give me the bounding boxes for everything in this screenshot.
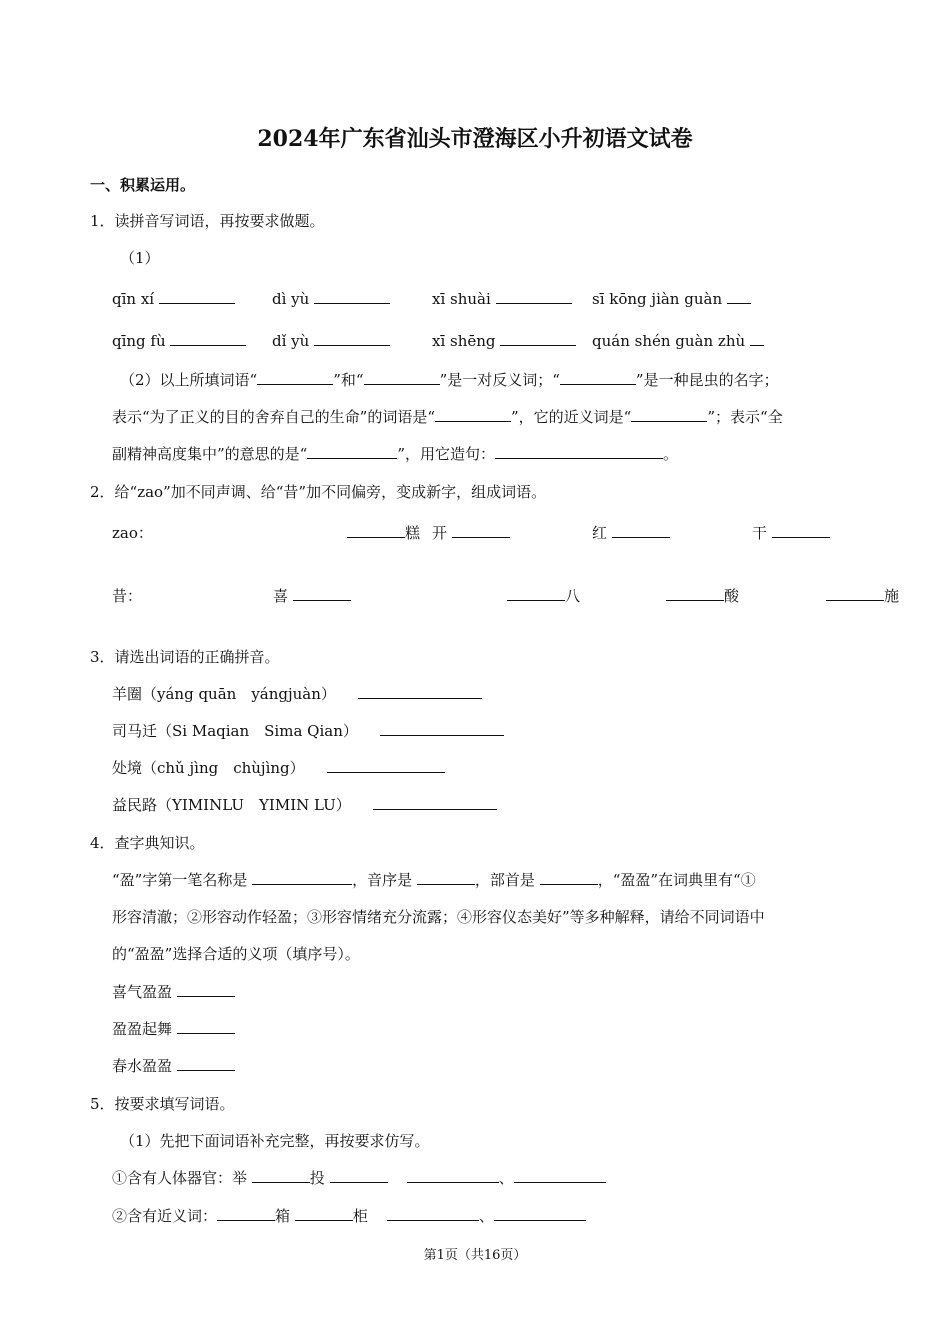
word-blank-item: 八	[507, 585, 580, 606]
question-4-line: “盈”字第一笔名称是 ，音序是 ，部首是 ，“盈盈”在词典里有“①	[112, 871, 756, 889]
answer-blank[interactable]	[494, 1205, 586, 1221]
answer-blank[interactable]	[612, 522, 670, 538]
page-number-footer: 第1页（共16页）	[423, 1248, 527, 1263]
answer-blank[interactable]	[373, 794, 497, 810]
question-1-part2-line: （2）以上所填词语“ ”和“ ”是一对反义词；“ ”是一种昆虫的名字；	[120, 371, 779, 389]
pinyin-choice: 羊圈（yáng quān yángjuàn）	[112, 683, 482, 704]
answer-blank[interactable]	[407, 1167, 499, 1183]
answer-blank[interactable]	[159, 288, 235, 304]
answer-blank[interactable]	[358, 683, 482, 699]
pinyin-item: xī shēng	[432, 330, 576, 350]
fill-row: ①含有人体器官：举 投 、	[112, 1167, 606, 1188]
answer-blank[interactable]	[380, 720, 504, 736]
question-2-stem: 2．给“zao”加不同声调、给“昔”加不同偏旁，变成新字，组成词语。	[90, 483, 547, 501]
answer-blank[interactable]	[177, 1055, 235, 1071]
answer-blank[interactable]	[177, 981, 235, 997]
answer-blank[interactable]	[495, 443, 663, 459]
page-title: 2024年广东省汕头市澄海区小升初语文试卷	[257, 126, 693, 152]
answer-blank[interactable]	[257, 369, 333, 385]
pinyin-item: qīng fù	[112, 330, 246, 350]
answer-blank[interactable]	[177, 1018, 235, 1034]
answer-blank[interactable]	[560, 369, 636, 385]
answer-blank[interactable]	[500, 330, 576, 346]
word-blank-item: 干	[752, 522, 830, 543]
answer-blank[interactable]	[826, 585, 884, 601]
word-blank-item: 喜	[273, 585, 351, 606]
word-blank-item: 红	[592, 522, 670, 543]
question-4-line: 的“盈盈”选择合适的义项（填序号）。	[112, 945, 360, 963]
answer-blank[interactable]	[217, 1205, 275, 1221]
pinyin-choice: 司马迁（Si Maqian Sima Qian）	[112, 720, 504, 741]
answer-blank[interactable]	[170, 330, 246, 346]
answer-blank[interactable]	[295, 1205, 353, 1221]
answer-blank[interactable]	[435, 406, 511, 422]
answer-blank[interactable]	[387, 1205, 479, 1221]
answer-blank[interactable]	[772, 522, 830, 538]
question-5-sub1: （1）先把下面词语补充完整，再按要求仿写。	[120, 1132, 430, 1150]
answer-blank[interactable]	[314, 330, 390, 346]
answer-blank[interactable]	[293, 585, 351, 601]
pinyin-item: xī shuài	[432, 288, 572, 308]
answer-blank[interactable]	[252, 1167, 310, 1183]
answer-blank[interactable]	[631, 406, 707, 422]
answer-blank[interactable]	[540, 869, 598, 885]
zao-label: zao：	[112, 524, 153, 542]
answer-blank[interactable]	[307, 443, 397, 459]
question-1-part1-label: （1）	[120, 249, 160, 267]
pinyin-item: qīn xí	[112, 288, 235, 308]
question-3-stem: 3．请选出词语的正确拼音。	[90, 648, 280, 666]
pinyin-item: dǐ yù	[272, 330, 390, 350]
answer-blank[interactable]	[347, 522, 405, 538]
answer-blank[interactable]	[330, 1167, 388, 1183]
pinyin-item: dì yù	[272, 288, 390, 308]
answer-blank[interactable]	[417, 869, 475, 885]
meaning-item: 春水盈盈	[112, 1055, 235, 1076]
word-blank-item: 施	[826, 585, 899, 606]
answer-blank[interactable]	[496, 288, 572, 304]
question-4-stem: 4．查字典知识。	[90, 834, 205, 852]
answer-blank[interactable]	[750, 330, 764, 346]
question-1-stem: 1．读拼音写词语，再按要求做题。	[90, 212, 325, 230]
word-blank-item: 开	[432, 522, 510, 543]
answer-blank[interactable]	[314, 288, 390, 304]
answer-blank[interactable]	[364, 369, 440, 385]
question-1-part2-line: 表示“为了正义的目的舍弃自己的生命”的词语是“ ”，它的近义词是“ ”；表示“全	[112, 408, 783, 426]
xi-label: 昔：	[112, 587, 143, 605]
answer-blank[interactable]	[252, 869, 352, 885]
answer-blank[interactable]	[452, 522, 510, 538]
answer-blank[interactable]	[507, 585, 565, 601]
answer-blank[interactable]	[727, 288, 751, 304]
answer-blank[interactable]	[666, 585, 724, 601]
pinyin-item: quán shén guàn zhù	[592, 330, 764, 350]
answer-blank[interactable]	[514, 1167, 606, 1183]
fill-row: ②含有近义词： 箱 柜 、	[112, 1205, 586, 1226]
meaning-item: 盈盈起舞	[112, 1018, 235, 1039]
question-4-line: 形容清澈；②形容动作轻盈；③形容情绪充分流露；④形容仪态美好”等多种解释，请给不同词语中	[112, 908, 765, 926]
question-1-part2-line: 副精神高度集中”的意思的是“ ”，用它造句： 。	[112, 445, 679, 463]
meaning-item: 喜气盈盈	[112, 981, 235, 1002]
question-5-stem: 5．按要求填写词语。	[90, 1095, 235, 1113]
word-blank-item: 糕	[347, 522, 420, 543]
pinyin-choice: 处境（chǔ jìng chùjìng）	[112, 757, 445, 778]
word-blank-item: 酸	[666, 585, 739, 606]
pinyin-item: sī kōng jiàn guàn	[592, 288, 751, 308]
section-heading: 一、积累运用。	[90, 176, 196, 194]
answer-blank[interactable]	[327, 757, 445, 773]
pinyin-choice: 益民路（YIMINLU YIMIN LU）	[112, 794, 497, 815]
